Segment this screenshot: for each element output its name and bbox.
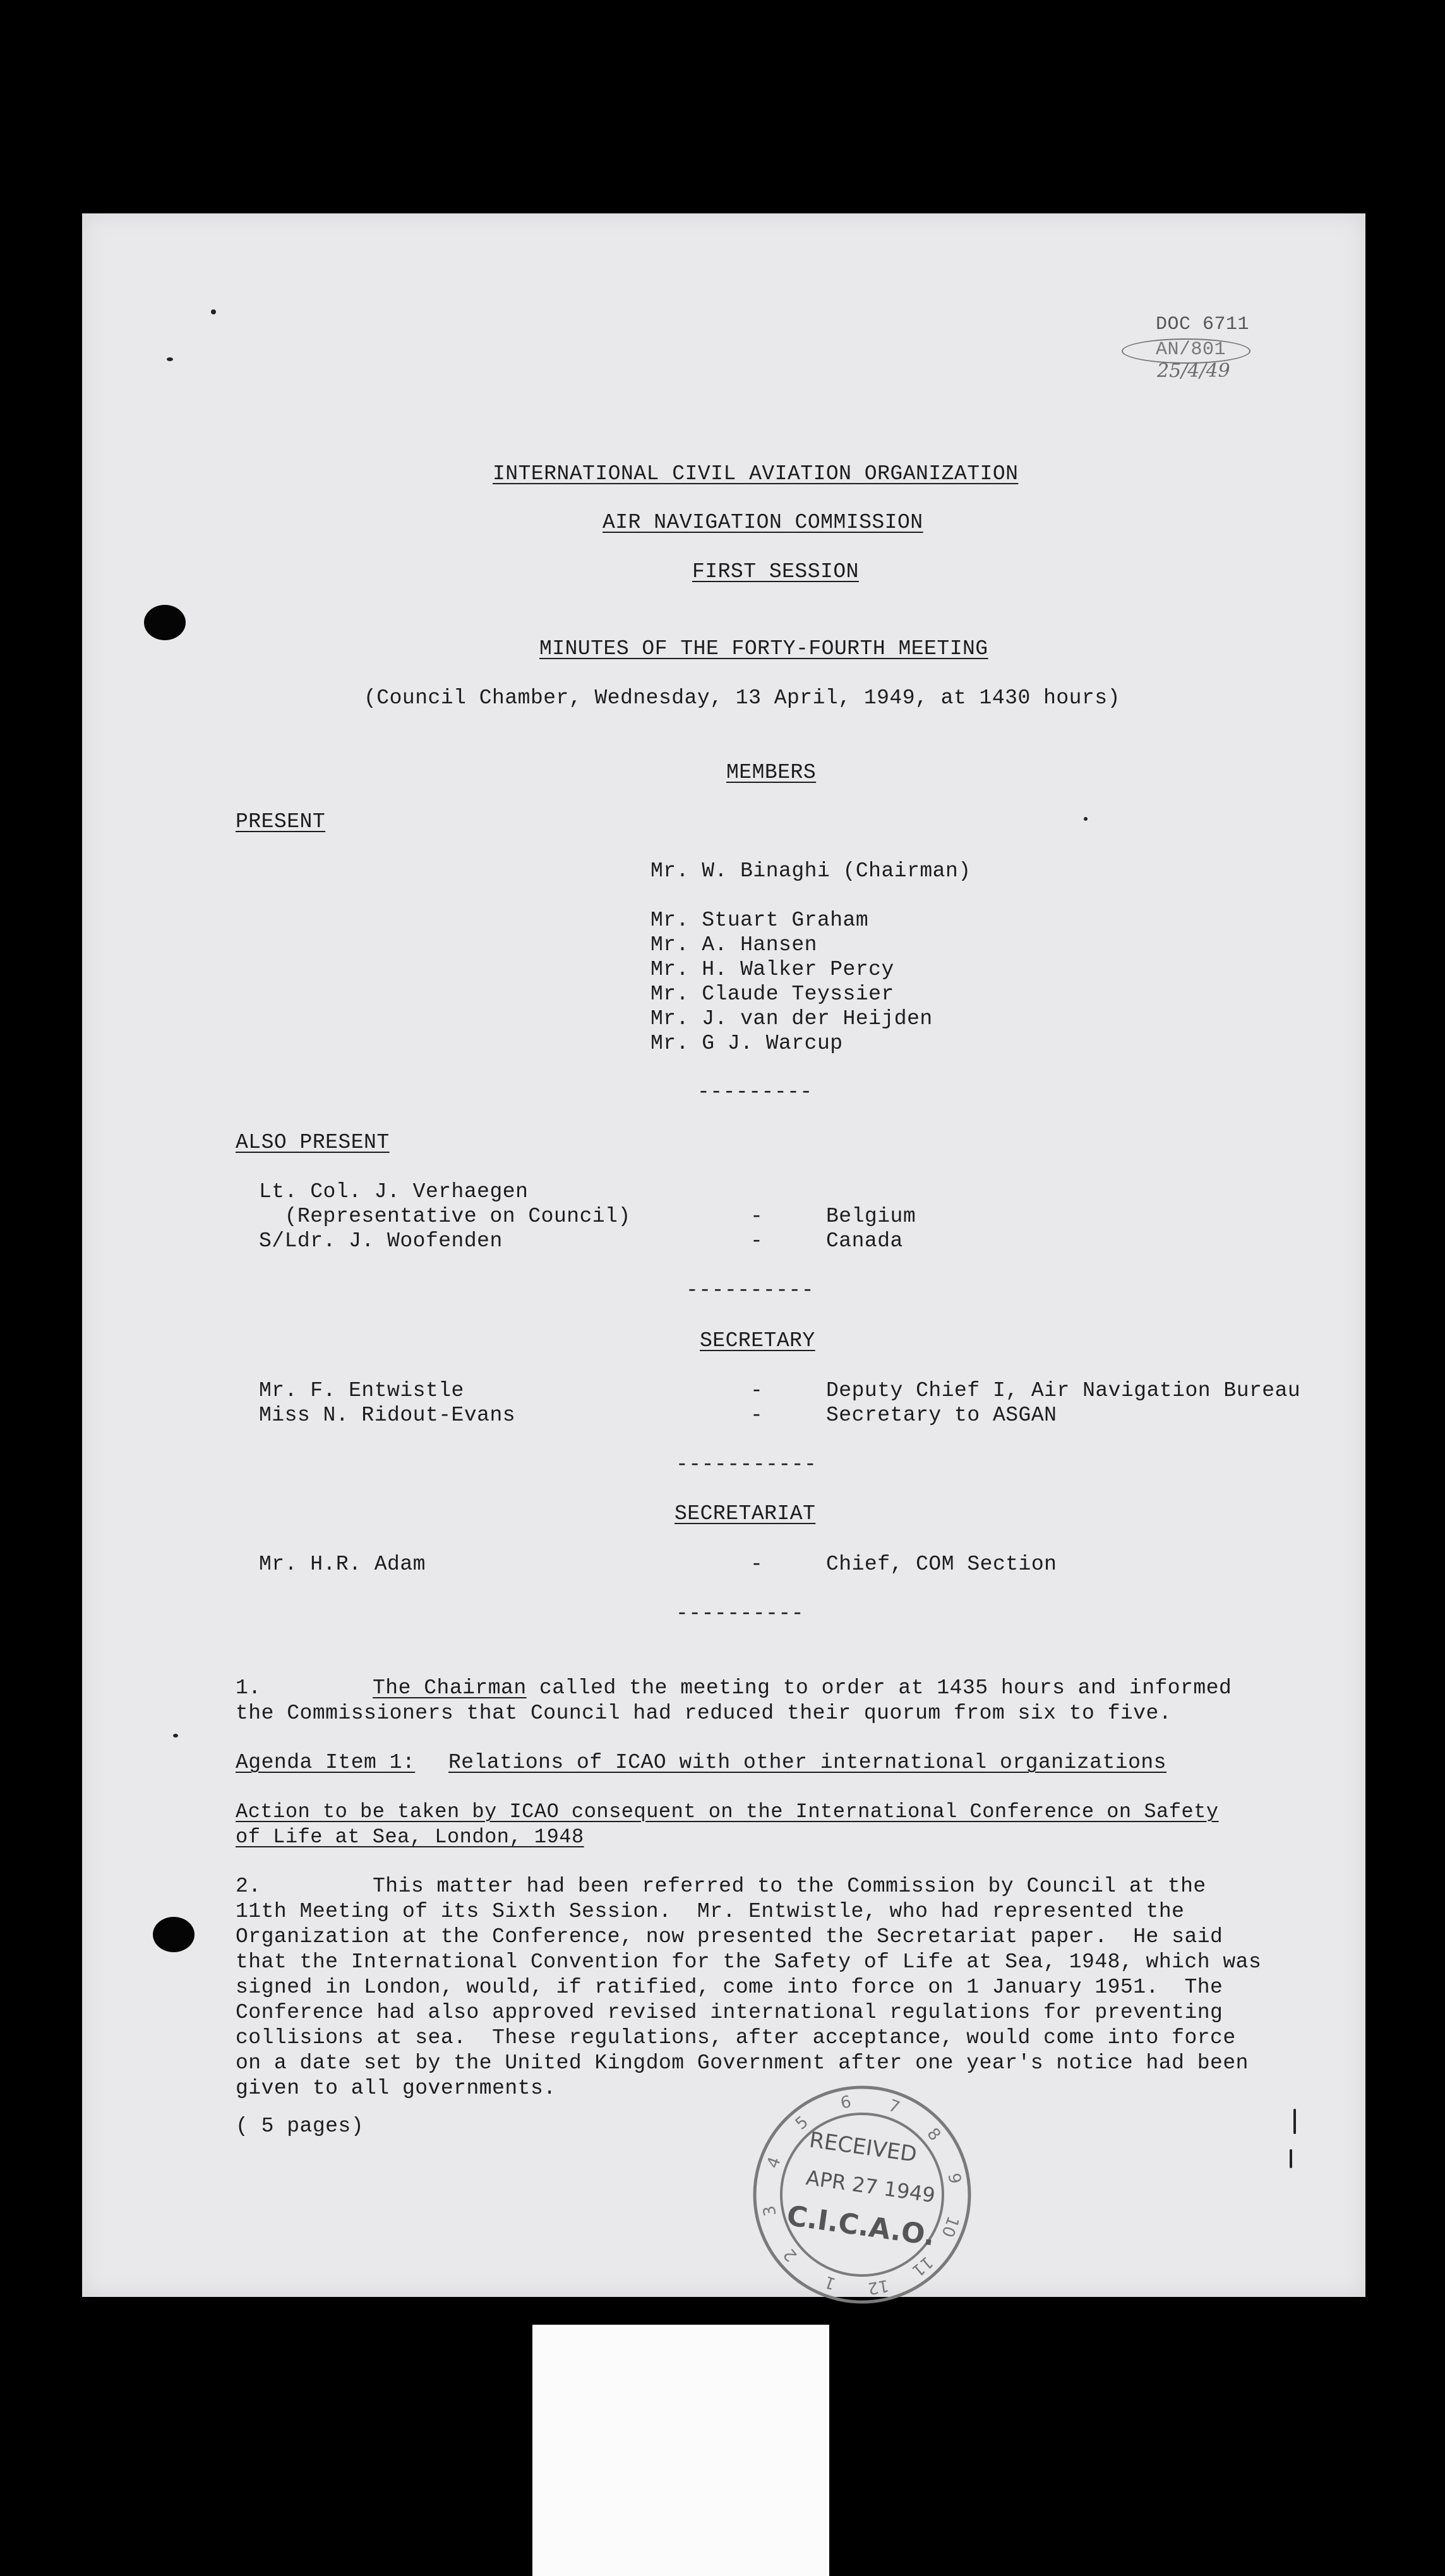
stamp-hour-number: 1 bbox=[822, 2272, 839, 2294]
members-divider: --------- bbox=[697, 1080, 813, 1104]
paragraph-1-text: called the meeting to order at 1435 hours and informed bbox=[526, 1676, 1232, 1700]
session-title: FIRST SESSION bbox=[692, 560, 859, 583]
secretary-name: Miss N. Ridout-Evans bbox=[259, 1404, 516, 1427]
member-name: Mr. A. Hansen bbox=[651, 933, 817, 957]
secretary-dash: - bbox=[750, 1404, 764, 1427]
ink-speck bbox=[167, 357, 173, 361]
secretary-heading: SECRETARY bbox=[700, 1329, 815, 1352]
ink-speck bbox=[1084, 817, 1088, 821]
meeting-details: (Council Chamber, Wednesday, 13 April, 1949, at 1430 hours) bbox=[364, 686, 1120, 710]
paragraph-2-line: given to all governments. bbox=[236, 2077, 556, 2100]
stamp-hour-number: 7 bbox=[885, 2096, 902, 2118]
ink-speck bbox=[173, 1734, 178, 1738]
stamp-hour-number: 12 bbox=[866, 2275, 890, 2298]
binder-hole-bottom bbox=[153, 1917, 195, 1952]
present-label: PRESENT bbox=[236, 810, 326, 833]
paragraph-2-line: collisions at sea. These regulations, after acceptance, would come into force bbox=[236, 2026, 1236, 2049]
secretary-divider: ----------- bbox=[676, 1453, 817, 1476]
minutes-title: MINUTES OF THE FORTY-FOURTH MEETING bbox=[539, 637, 988, 660]
ink-speck bbox=[1290, 2149, 1292, 2168]
paragraph-2-number: 2. bbox=[236, 1875, 261, 1898]
member-name: Mr. H. Walker Percy bbox=[651, 958, 894, 981]
secretariat-name: Mr. H.R. Adam bbox=[259, 1553, 426, 1576]
ink-speck bbox=[1293, 2109, 1296, 2134]
stamp-hour-number: 11 bbox=[908, 2252, 937, 2281]
paragraph-2-line: that the International Convention for the Safety of Life at Sea, 1948, which was bbox=[236, 1950, 1262, 1974]
paragraph-2-line: signed in London, would, if ratified, come into force on 1 January 1951. The bbox=[236, 1976, 1223, 1999]
attendee-name: S/Ldr. J. Woofenden bbox=[259, 1229, 503, 1253]
agenda-item-label: Agenda Item 1: bbox=[236, 1751, 416, 1774]
stamp-hour-number: 9 bbox=[944, 2171, 964, 2186]
secretariat-divider: ---------- bbox=[676, 1602, 805, 1625]
secretariat-role: Chief, COM Section bbox=[826, 1553, 1057, 1576]
paragraph-2-line: This matter had been referred to the Commission by Council at the bbox=[373, 1875, 1206, 1898]
doc-number: DOC 6711 bbox=[1156, 314, 1250, 335]
secretary-name: Mr. F. Entwistle bbox=[259, 1379, 464, 1402]
stamp-date: APR 27 1949 bbox=[804, 2165, 937, 2208]
agenda-item-title: Relations of ICAO with other international organizations bbox=[448, 1751, 1166, 1774]
stamp-hour-number: 8 bbox=[923, 2124, 945, 2145]
stamp-hour-number: 10 bbox=[937, 2213, 962, 2240]
attendee-country: Belgium bbox=[826, 1205, 916, 1228]
stamp-hour-number: 5 bbox=[791, 2112, 812, 2134]
attendee-name: Lt. Col. J. Verhaegen bbox=[259, 1180, 529, 1203]
stamp-hour-number: 3 bbox=[760, 2203, 781, 2218]
paragraph-1-line-1 bbox=[373, 1676, 1232, 1701]
received-stamp bbox=[736, 2085, 988, 2305]
chairman-name: Mr. W. Binaghi (Chairman) bbox=[651, 859, 971, 883]
organization-title: INTERNATIONAL CIVIL AVIATION ORGANIZATION bbox=[493, 462, 1019, 486]
attendee-dash: - bbox=[750, 1205, 764, 1228]
secretary-role: Deputy Chief I, Air Navigation Bureau bbox=[826, 1379, 1301, 1402]
stamp-received: RECEIVED bbox=[807, 2127, 919, 2168]
secretariat-dash: - bbox=[750, 1553, 764, 1576]
secretary-dash: - bbox=[750, 1379, 764, 1402]
member-name: Mr. Claude Teyssier bbox=[651, 982, 894, 1006]
document-page bbox=[82, 213, 1365, 2297]
secretary-role: Secretary to ASGAN bbox=[826, 1404, 1057, 1427]
an-number: AN/801 bbox=[1156, 339, 1226, 361]
stamp-hour-number: 4 bbox=[763, 2154, 785, 2171]
stamp-org: C.I.C.A.O. bbox=[784, 2199, 937, 2253]
secretariat-heading: SECRETARIAT bbox=[675, 1502, 816, 1525]
also-present-label: ALSO PRESENT bbox=[236, 1131, 390, 1154]
chairman-reference: The Chairman bbox=[373, 1676, 527, 1700]
paragraph-2-line: Conference had also approved revised international regulations for preventing bbox=[236, 2001, 1223, 2024]
member-name: Mr. G J. Warcup bbox=[651, 1032, 843, 1055]
calibration-card bbox=[532, 2325, 829, 2576]
ink-speck bbox=[211, 309, 216, 314]
paragraph-1-number: 1. bbox=[236, 1676, 261, 1700]
commission-title: AIR NAVIGATION COMMISSION bbox=[603, 511, 923, 534]
action-heading-line-1: Action to be taken by ICAO consequent on the International Conference on Safety bbox=[236, 1800, 1219, 1823]
binder-hole-top bbox=[144, 605, 186, 640]
paragraph-1-line-2: the Commissioners that Council had reduced their quorum from six to five. bbox=[236, 1702, 1172, 1725]
attendee-name: (Representative on Council) bbox=[259, 1205, 631, 1228]
members-heading: MEMBERS bbox=[726, 761, 817, 784]
handwritten-date: 25/4/49 bbox=[1157, 360, 1230, 382]
page-count: ( 5 pages) bbox=[236, 2114, 364, 2138]
also-present-divider: ---------- bbox=[686, 1279, 815, 1302]
action-heading-line-2: of Life at Sea, London, 1948 bbox=[236, 1825, 584, 1849]
attendee-dash: - bbox=[750, 1229, 764, 1253]
member-name: Mr. Stuart Graham bbox=[651, 909, 869, 932]
paragraph-2-line: 11th Meeting of its Sixth Session. Mr. Entwistle, who had represented the bbox=[236, 1900, 1185, 1923]
member-name: Mr. J. van der Heijden bbox=[651, 1007, 933, 1030]
stamp-hour-number: 6 bbox=[839, 2092, 853, 2113]
stamp-hour-number: 2 bbox=[779, 2245, 801, 2265]
paragraph-2-line: Organization at the Conference, now presented the Secretariat paper. He said bbox=[236, 1925, 1223, 1948]
paragraph-2-line: on a date set by the United Kingdom Government after one year's notice had been bbox=[236, 2051, 1249, 2075]
attendee-country: Canada bbox=[826, 1229, 903, 1253]
